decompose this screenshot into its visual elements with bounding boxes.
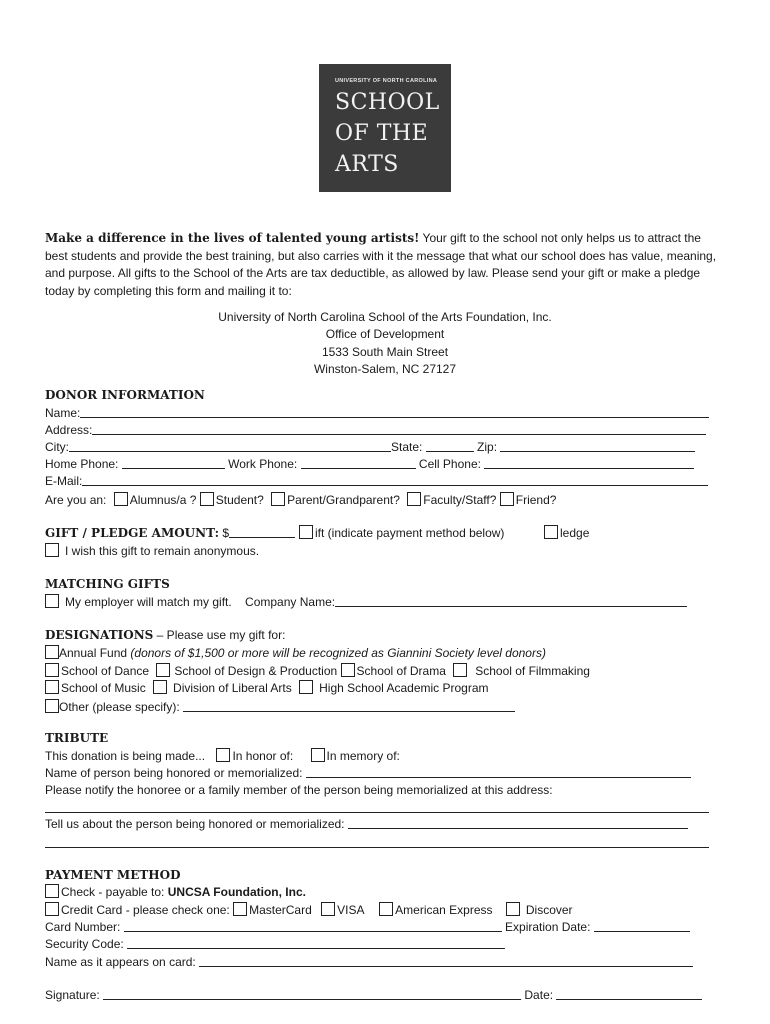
expiration-label: Expiration Date:	[505, 920, 591, 934]
honored-person-label: Name of person being honored or memorialized:	[45, 766, 303, 780]
gift-option-label: ift (indicate payment method below)	[315, 526, 505, 540]
check-checkbox[interactable]	[45, 884, 59, 898]
drama-label: School of Drama	[356, 664, 446, 678]
state-field[interactable]	[426, 440, 474, 452]
security-code-label: Security Code:	[45, 937, 124, 951]
date-field[interactable]	[556, 988, 702, 1000]
high-school-label: High School Academic Program	[319, 681, 489, 695]
tell-us-label: Tell us about the person being honored or memorialized:	[45, 817, 345, 831]
name-field[interactable]	[80, 406, 709, 418]
discover-label: Discover	[525, 903, 573, 917]
pledge-option-label: ledge	[560, 526, 590, 540]
visa-label: VISA	[337, 903, 364, 917]
faculty-checkbox[interactable]	[407, 492, 421, 506]
anonymous-checkbox[interactable]	[45, 543, 59, 557]
company-name-field[interactable]	[335, 595, 687, 607]
gift-heading: GIFT / PLEDGE AMOUNT:	[45, 526, 220, 540]
credit-card-label: Credit Card - please check one:	[61, 903, 230, 917]
liberal-arts-checkbox[interactable]	[153, 680, 167, 694]
memory-checkbox[interactable]	[311, 748, 325, 762]
alumnus-label: Alumnus/a ?	[129, 493, 197, 507]
pledge-checkbox[interactable]	[544, 525, 558, 539]
amex-checkbox[interactable]	[379, 902, 393, 916]
donation-made-label: This donation is being made...	[45, 749, 206, 763]
name-label: Name:	[45, 406, 81, 420]
zip-field[interactable]	[500, 440, 695, 452]
home-phone-field[interactable]	[122, 457, 225, 469]
address-label: Address:	[45, 423, 93, 437]
music-checkbox[interactable]	[45, 680, 59, 694]
dance-checkbox[interactable]	[45, 663, 59, 677]
are-you-label: Are you an:	[45, 493, 107, 507]
design-checkbox[interactable]	[156, 663, 170, 677]
gift-checkbox[interactable]	[299, 525, 313, 539]
memory-label: In memory of:	[326, 749, 400, 763]
zip-label: Zip:	[477, 440, 498, 454]
dollar-sign: $	[222, 526, 230, 540]
signature-field[interactable]	[103, 988, 521, 1000]
tell-us-field[interactable]	[348, 817, 688, 829]
signature-label: Signature:	[45, 988, 100, 1002]
other-field[interactable]	[183, 700, 515, 712]
card-number-field[interactable]	[124, 920, 502, 932]
film-checkbox[interactable]	[453, 663, 467, 677]
discover-checkbox[interactable]	[506, 902, 520, 916]
address-line-4: Winston-Salem, NC 27127	[313, 362, 457, 376]
anonymous-label: I wish this gift to remain anonymous.	[65, 544, 260, 558]
film-label: School of Filmmaking	[475, 664, 590, 678]
designations-heading: DESIGNATIONS	[45, 628, 154, 642]
city-field[interactable]	[69, 440, 391, 452]
drama-checkbox[interactable]	[341, 663, 355, 677]
expiration-field[interactable]	[594, 920, 690, 932]
designations-intro: – Please use my gift for:	[153, 628, 286, 642]
security-code-field[interactable]	[127, 937, 505, 949]
credit-card-checkbox[interactable]	[45, 902, 59, 916]
logo-line-3: ARTS	[335, 152, 399, 177]
visa-checkbox[interactable]	[321, 902, 335, 916]
intro-bold: Make a difference in the lives of talented young artists!	[45, 231, 420, 245]
address-line-2: Office of Development	[325, 327, 445, 341]
faculty-label: Faculty/Staff?	[423, 493, 497, 507]
payee-name: UNCSA Foundation, Inc.	[167, 885, 306, 899]
logo-line-2: OF THE	[335, 121, 429, 146]
donor-heading: DONOR INFORMATION	[45, 388, 205, 402]
state-label: State:	[391, 440, 423, 454]
parent-label: Parent/Grandparent?	[287, 493, 400, 507]
notify-label: Please notify the honoree or a family member of the person being memorialized at this address:	[45, 783, 553, 797]
cell-phone-field[interactable]	[484, 457, 694, 469]
friend-label: Friend?	[515, 493, 557, 507]
honor-checkbox[interactable]	[216, 748, 230, 762]
matching-heading: MATCHING GIFTS	[45, 577, 170, 591]
annual-fund-checkbox[interactable]	[45, 645, 59, 659]
logo-university: UNIVERSITY OF NORTH CAROLINA	[335, 78, 438, 84]
email-field[interactable]	[82, 474, 708, 486]
mastercard-checkbox[interactable]	[233, 902, 247, 916]
liberal-arts-label: Division of Liberal Arts	[173, 681, 292, 695]
alumnus-checkbox[interactable]	[114, 492, 128, 506]
logo-line-1: SCHOOL	[335, 90, 440, 115]
employer-match-label: My employer will match my gift.	[65, 595, 232, 609]
cell-phone-label: Cell Phone:	[418, 457, 481, 471]
name-on-card-label: Name as it appears on card:	[45, 955, 196, 969]
intro-text: Your gift to the school not only helps us to attract the best students and provide the best training, but also carries with it the message that what our school does has value, meaning, and purpose. All gifts to the School of the Arts are tax deductible, as allowed by law. Please send your gift or make a pledge today by completing this form and mailing it to:	[45, 231, 717, 298]
tribute-heading: TRIBUTE	[45, 731, 109, 745]
intro-paragraph	[45, 230, 717, 300]
card-number-label: Card Number:	[45, 920, 121, 934]
address-line-1: University of North Carolina School of the Arts Foundation, Inc.	[218, 310, 552, 324]
student-checkbox[interactable]	[200, 492, 214, 506]
tell-us-field-line-2[interactable]	[45, 847, 709, 848]
date-label: Date:	[524, 988, 554, 1002]
employer-match-checkbox[interactable]	[45, 594, 59, 608]
dance-label: School of Dance	[61, 664, 150, 678]
notify-address-field[interactable]	[45, 812, 709, 813]
annual-fund-label: Annual Fund	[59, 646, 128, 660]
other-label: Other (please specify):	[59, 700, 180, 714]
design-label: School of Design & Production	[174, 664, 338, 678]
parent-checkbox[interactable]	[271, 492, 285, 506]
annual-fund-note: (donors of $1,500 or more will be recognized as Giannini Society level donors)	[130, 646, 546, 660]
amex-label: American Express	[395, 903, 493, 917]
city-label: City:	[45, 440, 69, 454]
name-on-card-field[interactable]	[199, 955, 693, 967]
other-checkbox[interactable]	[45, 699, 59, 713]
address-line-3: 1533 South Main Street	[321, 345, 449, 359]
music-label: School of Music	[61, 681, 146, 695]
company-name-label: Company Name:	[245, 595, 336, 609]
check-label: Check - payable to:	[61, 885, 165, 899]
school-logo	[319, 64, 451, 192]
address-field[interactable]	[92, 423, 706, 435]
student-label: Student?	[215, 493, 264, 507]
high-school-checkbox[interactable]	[299, 680, 313, 694]
mastercard-label: MasterCard	[249, 903, 312, 917]
honored-person-field[interactable]	[306, 766, 691, 778]
friend-checkbox[interactable]	[500, 492, 514, 506]
work-phone-field[interactable]	[301, 457, 416, 469]
work-phone-label: Work Phone:	[228, 457, 298, 471]
honor-label: In honor of:	[232, 749, 294, 763]
gift-amount-field[interactable]	[229, 526, 295, 538]
home-phone-label: Home Phone:	[45, 457, 119, 471]
email-label: E-Mail:	[45, 474, 83, 488]
payment-heading: PAYMENT METHOD	[45, 868, 181, 882]
